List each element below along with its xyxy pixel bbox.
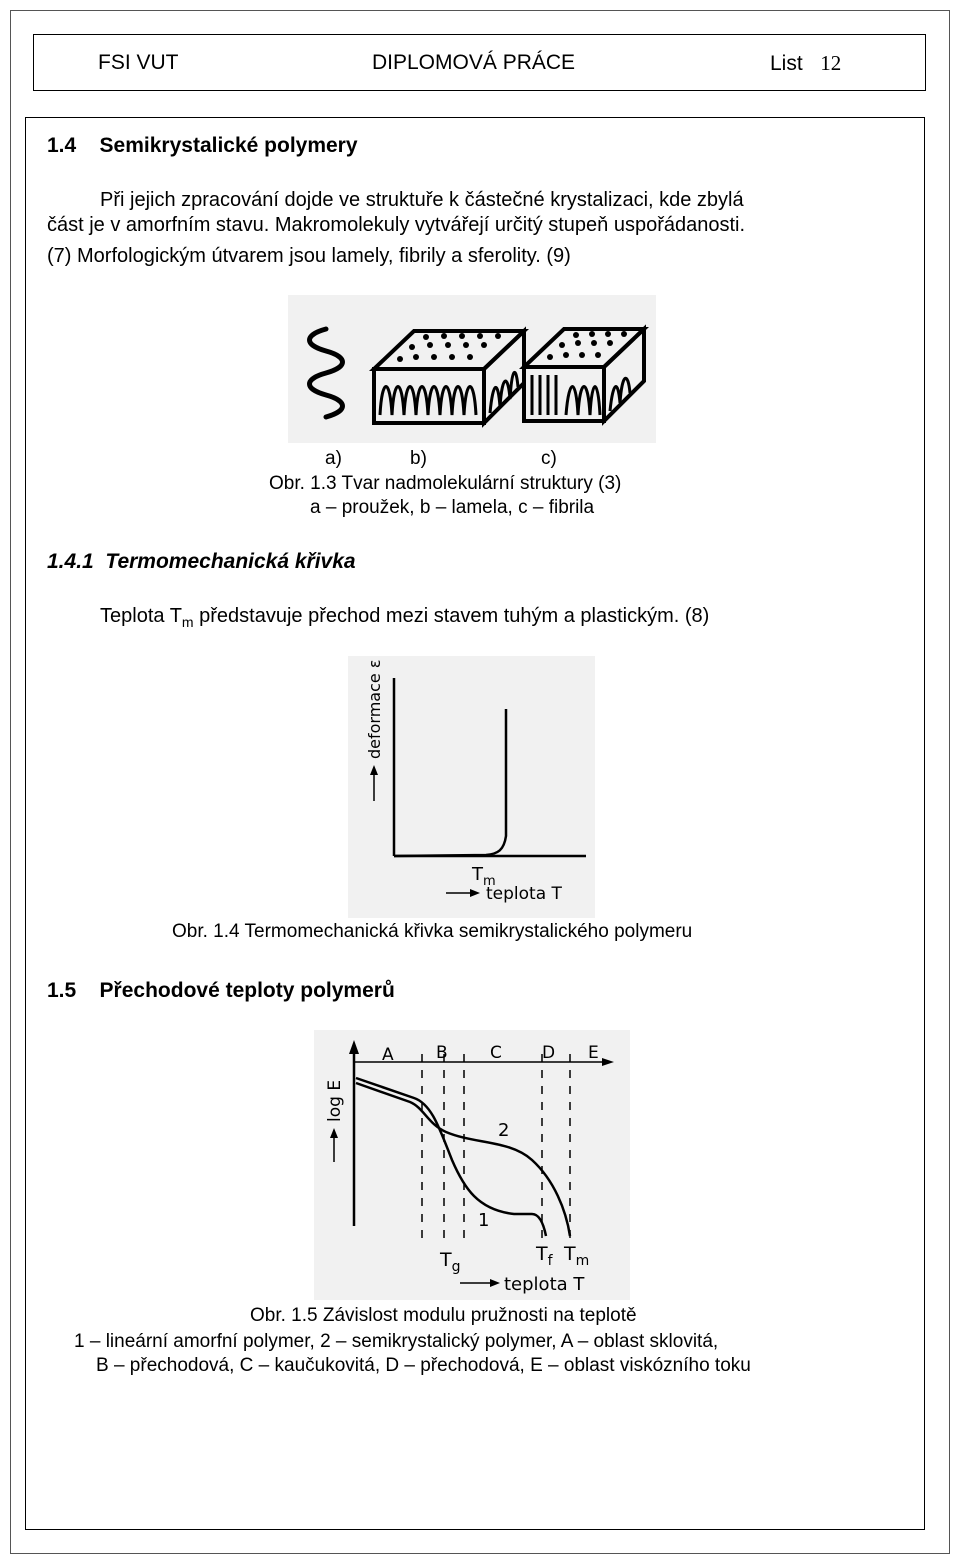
- figure-1-5-caption: Obr. 1.5 Závislost modulu pružnosti na teplotě: [250, 1305, 637, 1326]
- paragraph-line-2: část je v amorfním stavu. Makromolekuly vytvářejí určitý stupeň uspořádanosti.: [47, 214, 746, 236]
- curve-label-1: 1: [478, 1210, 490, 1231]
- region-separators: [422, 1054, 570, 1245]
- y-axis-label: deformace ε: [365, 659, 384, 759]
- figure-1-3-label-a: a): [325, 448, 342, 469]
- x-axis-label: teplota T: [486, 884, 562, 904]
- curve-label-2: 2: [498, 1120, 510, 1141]
- y-axis-label: log E: [325, 1079, 345, 1122]
- header-document-type: DIPLOMOVÁ PRÁCE: [372, 51, 576, 74]
- region-label-d: D: [542, 1043, 556, 1063]
- tm-main: T: [472, 864, 483, 885]
- curve-line: [394, 709, 506, 856]
- figure-1-5-legend-line-1: 1 – lineární amorfní polymer, 2 – semikrystalický polymer, A – oblast sklovitá,: [74, 1331, 719, 1352]
- figure-1-3-legend: a – proužek, b – lamela, c – fibrila: [310, 497, 595, 518]
- tm-sentence: [100, 602, 709, 637]
- section-title: Termomechanická křivka: [105, 550, 356, 573]
- region-label-b: B: [436, 1043, 448, 1063]
- tm-text-before: Teplota T: [100, 605, 182, 627]
- section-heading-1-4-1: [47, 550, 356, 574]
- tm-sub: m: [483, 874, 496, 889]
- tm-label: $T_m$: [564, 1243, 590, 1269]
- header-page: [770, 51, 841, 76]
- section-number: 1.4.1: [47, 550, 94, 573]
- curve-2: [356, 1083, 570, 1236]
- curve-1: [356, 1078, 546, 1236]
- modulus-temperature-diagram: [314, 1030, 630, 1300]
- supramolecular-structures-drawing: [288, 295, 656, 443]
- figure-1-3-image: [288, 295, 656, 443]
- header-list-label: List: [770, 52, 803, 75]
- header-page-number: 12: [820, 51, 842, 75]
- section-number: 1.4: [47, 134, 77, 157]
- tf-label: $T_f$: [536, 1243, 553, 1269]
- figure-1-3-caption: Obr. 1.3 Tvar nadmolekulární struktury (3): [269, 473, 622, 494]
- figure-1-3-label-c: c): [541, 448, 557, 469]
- figure-1-3-label-b: b): [410, 448, 427, 469]
- paragraph-line-1: Při jejich zpracování dojde ve struktuře k částečné krystalizaci, kde zbylá: [100, 189, 744, 211]
- section-heading-1-4: [47, 134, 358, 158]
- page-header: [33, 34, 926, 91]
- section-title: Přechodové teploty polymerů: [99, 979, 395, 1002]
- header-institution: FSI VUT: [98, 51, 179, 74]
- tm-text-after: představuje přechod mezi stavem tuhým a plastickým. (8): [193, 605, 710, 627]
- paragraph-line-3: (7) Morfologickým útvarem jsou lamely, fibrily a sferolity. (9): [47, 245, 571, 267]
- region-label-a: A: [382, 1045, 394, 1065]
- tg-label: $T_g$: [440, 1249, 461, 1275]
- figure-1-4-chart: [348, 656, 595, 918]
- figure-1-4-caption: Obr. 1.4 Termomechanická křivka semikrystalického polymeru: [172, 921, 693, 942]
- region-label-c: C: [490, 1043, 502, 1063]
- section-number: 1.5: [47, 979, 77, 1002]
- tm-subscript: m: [181, 614, 194, 630]
- section-heading-1-5: [47, 979, 395, 1003]
- figure-1-5-legend-line-2: B – přechodová, C – kaučukovitá, D – přechodová, E – oblast viskózního toku: [96, 1355, 751, 1376]
- thermomechanical-curve: [348, 656, 595, 918]
- x-axis-label: teplota T: [504, 1274, 585, 1295]
- figure-1-5-chart: [314, 1030, 630, 1300]
- section-title: Semikrystalické polymery: [99, 134, 358, 157]
- region-label-e: E: [588, 1043, 599, 1063]
